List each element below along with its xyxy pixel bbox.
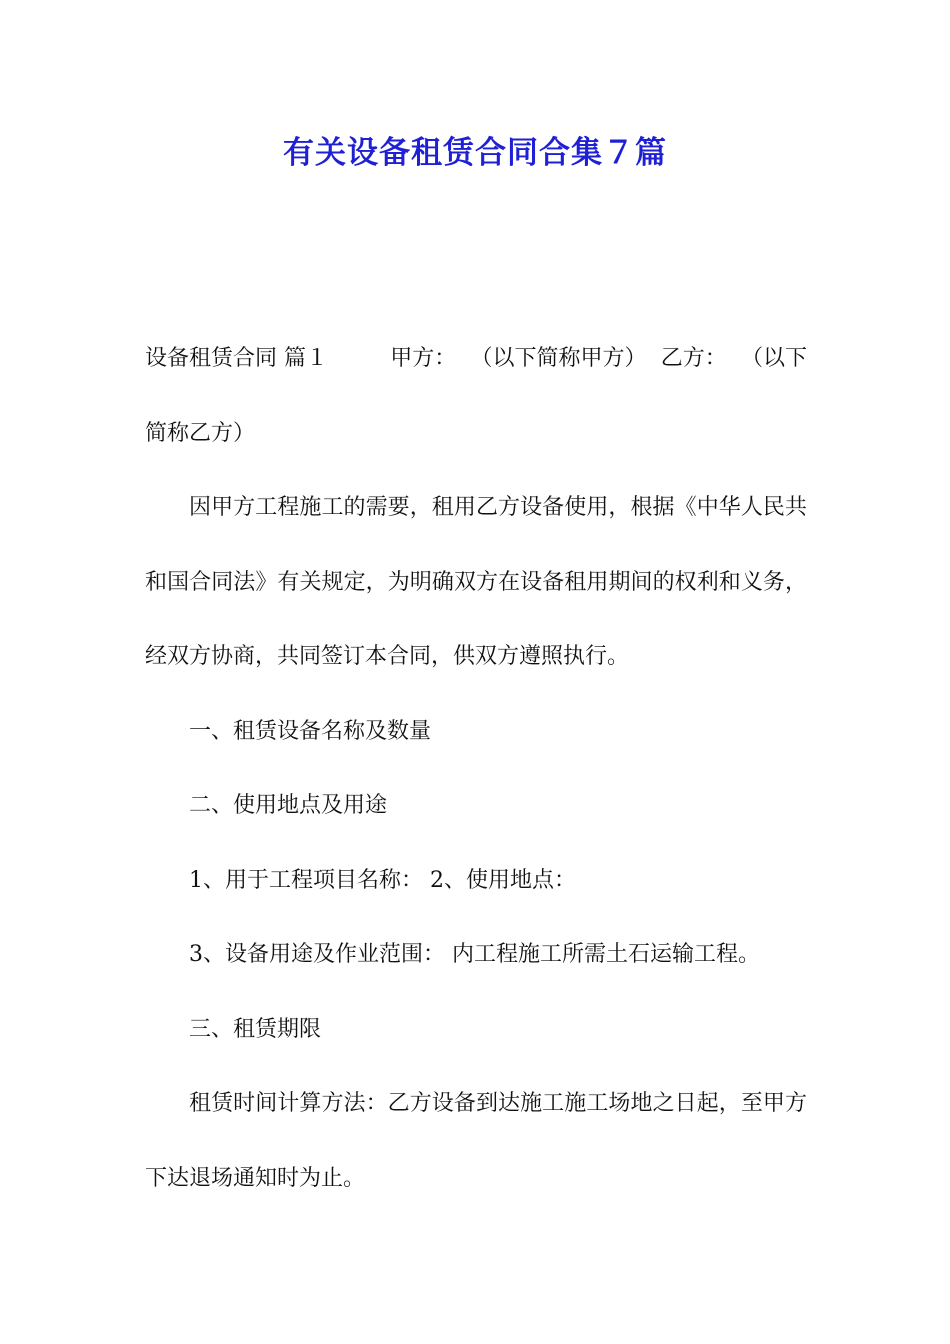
contract-header-line-1 [145,322,807,397]
section-heading-equipment: 一、租赁设备名称及数量 [189,718,432,744]
document-body [145,471,807,1216]
clause-term-calculation: 租赁时间计算方法：乙方设备到达施工施工场地之日起，至甲方下达退场通知时为止。 [145,1091,807,1191]
clause-project-location: 1、用于工程项目名称： 2、使用地点： [189,867,576,893]
document-title: 有关设备租赁合同合集７篇 [283,135,667,171]
contract-header [145,322,807,471]
party-a-abbrev: （以下简称甲方） [470,346,647,371]
party-b-abbrev-start: （以下 [740,346,807,371]
section-heading-term: 三、租赁期限 [189,1016,322,1042]
party-b-label: 乙方： [660,346,727,371]
contract-header-line-2 [145,397,807,472]
party-a-label: 甲方： [390,346,457,371]
clause-usage-scope: 3、设备用途及作业范围： 内工程施工所需土石运输工程。 [189,942,760,967]
paragraph-purpose: 因甲方工程施工的需要，租用乙方设备使用，根据《中华人民共和国合同法》有关规定，为明确双方在设备租用期间的权利和义务，经双方协商，共同签订本合同，供双方遵照执行。 [145,495,807,669]
contract-name: 设备租赁合同 篇１ [145,346,328,371]
section-heading-location: 二、使用地点及用途 [189,793,388,818]
party-b-abbrev-end: 简称乙方） [145,420,256,446]
